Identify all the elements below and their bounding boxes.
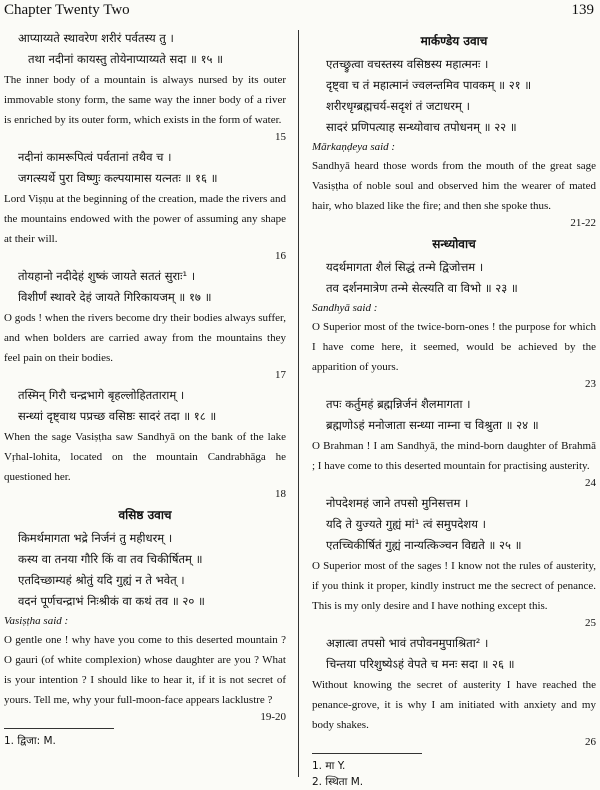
verse-16-translation: Lord Viṣṇu at the beginning of the creation, made the rivers and the mountains endowed with the power of assuming any shape at their will. <box>4 193 286 245</box>
sandhya-said-label: Sandhyā said : <box>312 302 378 314</box>
verse-26-translation: Without knowing the secret of austerity I have reached the penance-grove, it is why I am initiated with anxiety and my body shakes. <box>312 679 596 731</box>
verse-25-number: 25 <box>585 617 596 629</box>
footnote-2: 2. स्थिता M. <box>312 776 364 788</box>
markandeya-said-label: Mārkaṇḍeya said : <box>312 141 396 153</box>
footnote-rule <box>4 728 114 729</box>
left-column <box>4 28 286 787</box>
page-number: 139 <box>571 2 594 18</box>
verse-24-line-2: ब्रह्मणोऽहं मनोजाता सन्ध्या नाम्ना च विश्रुता ॥ २४ ॥ <box>326 418 539 432</box>
verse-24-translation: O Brahman ! I am Sandhyā, the mind-born daughter of Brahmā ; I have come to this deserted mountain for practising austerity. <box>312 440 596 472</box>
verse-23-translation: O Superior most of the twice-born-ones ! the purpose for which I have come here, it seemed, would be achieved by the apparition of yours. <box>312 321 596 373</box>
right-column <box>312 28 596 787</box>
verse-25-line-1: नोपदेशमहं जाने तपसो मुनिसत्तम । <box>326 496 469 510</box>
verse-15-line-1: आप्याय्यते स्थावरेण शरीरं पर्वतस्य तु । <box>18 31 174 45</box>
verse-15-translation: The inner body of a mountain is always nursed by its outer immovable stony form, the same way the inner body of a river is enriched by its outer form, which exists in the form of water. <box>4 74 286 126</box>
verse-26-line-2: चिन्तया परिशुष्येऽहं वेपते च मनः सदा ॥ २६ ॥ <box>326 657 515 671</box>
verse-21-line-1: एतच्छ्रुत्वा वचस्तस्य वसिष्ठस्य महात्मनः । <box>326 57 489 71</box>
verse-16-line-2: जगत्स्यर्थे पुरा विष्णुः कल्पयामास यत्नतः ॥ १६ ॥ <box>18 171 218 185</box>
column-divider <box>298 30 299 777</box>
verse-15-line-2: तथा नदीनां कायस्तु तोयेनाप्याय्यते सदा ॥ १५ ॥ <box>28 52 224 66</box>
verse-17-number: 17 <box>275 369 286 381</box>
verse-16-number: 16 <box>275 250 286 262</box>
sandhya-heading: सन्ध्योवाच <box>432 237 476 251</box>
verse-22-line-2: सादरं प्रणिपत्याह सन्ध्योवाच तपोधनम् ॥ २२ ॥ <box>326 120 517 134</box>
verse-20-line-2: वदनं पूर्णचन्द्राभं निःश्रीकं वा कथं तव ॥ २० ॥ <box>18 594 205 608</box>
vasistha-said-label: Vasiṣṭha said : <box>4 615 69 627</box>
markandeya-heading: मार्कण्डेय उवाच <box>420 34 488 48</box>
verse-21-line-2: दृष्ट्वा च तं महात्मानं ज्वलन्तमिव पावकम् ॥ २१ ॥ <box>326 78 532 92</box>
page-header <box>4 2 594 20</box>
verse-22-line-1: शरीरधृग्ब्रह्मचर्य-सदृशं तं जटाधरम् । <box>326 99 470 113</box>
verse-21-22-translation: Sandhyā heard those words from the mouth of the great sage Vasiṣṭha of noble soul and observed him the wearer of mated hair, who blazed like the fire; and then she spoke thus. <box>312 160 596 212</box>
verse-19-line-1: किमर्थमागता भद्रे निर्जनं तु महीधरम् । <box>18 531 173 545</box>
verse-21-22-number: 21-22 <box>570 217 596 229</box>
footnote-1: 1. मा Y. <box>312 760 346 772</box>
verse-23-line-1: यदर्थमागता शैलं सिद्धं तन्मे द्विजोत्तम । <box>326 260 484 274</box>
verse-25-line-3: एतच्चिकीर्षितं गुह्यं नान्यत्किञ्चन विद्यते ॥ २५ ॥ <box>326 538 522 552</box>
footnote-rule <box>312 753 422 754</box>
verse-19-line-2: कस्य वा तनया गौरि किं वा तव चिकीर्षितम् ॥ <box>18 552 203 566</box>
verse-17-line-1: तोयहानो नदीदेहं शुष्कं जायते सततं सुराः¹ । <box>18 269 196 283</box>
verse-18-number: 18 <box>275 488 286 500</box>
verse-16-line-1: नदीनां कामरूपित्वं पर्वतानां तथैव च । <box>18 150 172 164</box>
verse-18-translation: When the sage Vasiṣṭha saw Sandhyā on the bank of the lake Vṛhal-lohita, located on the mountain Candrabhāga he questioned her. <box>4 431 286 483</box>
verse-24-number: 24 <box>585 477 596 489</box>
verse-25-translation: O Superior most of the sages ! I know not the rules of austerity, if you think it proper, kindly instruct me the secrect of penance. This is my only desire and I have nothing except this. <box>312 560 596 612</box>
verse-23-number: 23 <box>585 378 596 390</box>
verse-19-20-number: 19-20 <box>260 711 286 723</box>
verse-18-line-2: सन्ध्यां दृष्ट्वाथ पप्रच्छ वसिष्ठः सादरं तदा ॥ १८ ॥ <box>18 409 217 423</box>
verse-19-20-translation: O gentle one ! why have you come to this deserted mountain ? O gauri (of white complexion) whose daughter are you ? What is your intention ? I should like to hear it, if it is not secret of yours. Tell me, why your full-moon-face appears lacklustre ? <box>4 634 286 706</box>
vasistha-heading: वसिष्ठ उवाच <box>118 508 172 522</box>
verse-20-line-1: एतदिच्छाम्यहं श्रोतुं यदि गुह्यं न ते भवेत् । <box>18 573 185 587</box>
verse-17-line-2: विशीर्णं स्थावरे देहं जायते गिरिकायजम् ॥ १७ ॥ <box>18 290 212 304</box>
verse-17-translation: O gods ! when the rivers become dry their bodies always suffer, and when bolders are carried away from the mountains they feel pain on their bodies. <box>4 312 286 364</box>
verse-25-line-2: यदि ते युज्यते गुह्यं मां¹ त्वं समुपदेशय । <box>326 517 486 531</box>
verse-15-number: 15 <box>275 131 286 143</box>
verse-26-line-1: अज्ञात्वा तपसो भावं तपोवनमुपाश्रिता² । <box>326 636 489 650</box>
verse-18-line-1: तस्मिन् गिरौ चन्द्रभागे बृहल्लोहितताराम् । <box>18 388 185 402</box>
footnote: 1. द्विजा: M. <box>4 735 56 747</box>
verse-26-number: 26 <box>585 736 596 748</box>
verse-23-line-2: तव दर्शनमात्रेण तन्मे सेत्स्यति वा विभो ॥ २३ ॥ <box>326 281 518 295</box>
verse-24-line-1: तपः कर्तुमहं ब्रह्मन्निर्जनं शैलमागता । <box>326 397 471 411</box>
chapter-title: Chapter Twenty Two <box>4 2 130 18</box>
